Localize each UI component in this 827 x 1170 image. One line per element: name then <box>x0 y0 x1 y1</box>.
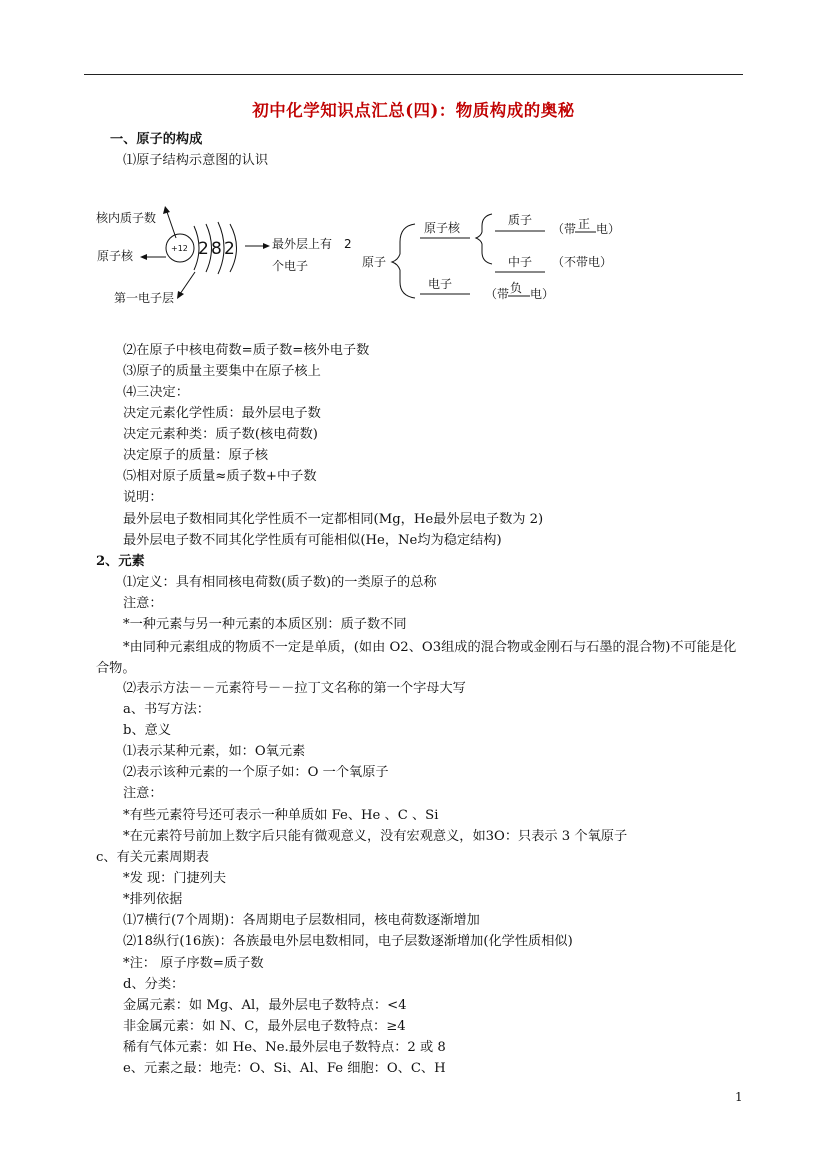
text-line: *注： 原子序数=质子数 <box>123 956 264 971</box>
proton-charge-post: 电） <box>596 222 621 236</box>
label-first-layer: 第一电子层 <box>114 291 175 305</box>
nucleus-charge-value: +12 <box>171 244 188 253</box>
text-line: 最外层电子数不同其化学性质有可能相似(He，Ne均为稳定结构) <box>123 533 502 548</box>
electron-charge-post: 电） <box>530 287 555 301</box>
text-line: ⑴定义：具有相同核电荷数(质子数)的一类原子的总称 <box>123 575 437 590</box>
heading-elements: 2、元素 <box>96 554 145 569</box>
text-line: a、书写方法： <box>123 702 210 717</box>
text-line: b、意义 <box>123 723 172 738</box>
outer-desc-2: 个电子 <box>272 259 309 273</box>
text-line: ⑴表示某种元素，如：O氧元素 <box>123 744 306 759</box>
text-line: e、元素之最：地壳：O、Si、Al、Fe 细胞：O、C、H <box>123 1061 446 1076</box>
text-paragraph: *由同种元素组成的物质不一定是单质，(如由 O2、O3组成的混合物或金刚石与石墨的混合物)不可能是化合物。 <box>96 640 737 676</box>
text-line: ⑵表示该种元素的一个原子如：O 一个氧原子 <box>123 765 389 780</box>
text-line: ⑵18纵行(16族)：各族最电外层电数相同，电子层数逐渐增加(化学性质相似) <box>123 934 573 949</box>
text-line: *在元素符号前加上数字后只能有微观意义，没有宏观意义，如3O：只表示 3 个氧原子 <box>123 829 628 844</box>
electron-charge-word: 负 <box>510 281 523 295</box>
electron-charge-pre: （带 <box>485 287 510 301</box>
text-line: *排列依据 <box>123 892 183 907</box>
text-line: 说明： <box>123 490 163 505</box>
shell-count-3: 2 <box>224 239 235 259</box>
document-title: 初中化学知识点汇总(四)：物质构成的奥秘 <box>252 101 575 120</box>
text-line: ⑷三决定： <box>123 385 189 400</box>
text-line: 注意： <box>123 596 163 611</box>
electron-label: 电子 <box>428 277 453 291</box>
proton-charge-pre: （带 <box>552 222 577 236</box>
header-rule <box>84 74 743 75</box>
proton-charge-word: 正 <box>578 217 591 231</box>
text-line: ⑸相对原子质量≈质子数+中子数 <box>123 469 317 484</box>
proton-label: 质子 <box>508 213 533 227</box>
atom-nucleus-label: 原子核 <box>424 221 461 235</box>
text-line: 金属元素：如 Mg、Al，最外层电子数特点：<4 <box>123 998 407 1013</box>
text-line: ⑴原子结构示意图的认识 <box>123 153 269 168</box>
text-line: d、分类： <box>123 977 185 992</box>
outer-desc-num: 2 <box>344 237 352 251</box>
label-nucleus: 原子核 <box>97 249 134 263</box>
text-line: c、有关元素周期表 <box>96 850 209 865</box>
text-line: *一种元素与另一种元素的本质区别：质子数不同 <box>123 617 407 632</box>
text-line: ⑶原子的质量主要集中在原子核上 <box>123 364 321 379</box>
text-line: *发 现：门捷列夫 <box>123 871 227 886</box>
heading-atom-structure: 一、原子的构成 <box>110 132 203 147</box>
text-line: 决定元素种类：质子数(核电荷数) <box>123 427 318 442</box>
shell-count-2: 8 <box>211 239 222 259</box>
text-line: 最外层电子数相同其化学性质不一定都相同(Mg，He最外层电子数为 2) <box>123 512 544 527</box>
text-line: 决定原子的质量：原子核 <box>123 448 269 463</box>
label-nucleus-charge: 核内质子数 <box>96 211 157 225</box>
neutron-charge: （不带电） <box>552 255 613 269</box>
atom-structure-diagram <box>0 190 827 320</box>
shell-count-1: 2 <box>198 239 209 259</box>
text-line: *有些元素符号还可表示一种单质如 Fe、He 、C 、Si <box>123 808 439 823</box>
text-line: 非金属元素：如 N、C，最外层电子数特点：≥4 <box>123 1019 406 1034</box>
outer-desc-1: 最外层上有 <box>272 237 333 251</box>
neutron-label: 中子 <box>508 255 533 269</box>
page-number: 1 <box>735 1090 743 1104</box>
atom-label: 原子 <box>362 255 387 269</box>
text-line: ⑵表示方法－－元素符号－－拉丁文名称的第一个字母大写 <box>123 681 466 696</box>
text-line: 决定元素化学性质：最外层电子数 <box>123 406 321 421</box>
text-line: 注意： <box>123 786 163 801</box>
text-line: ⑵在原子中核电荷数=质子数=核外电子数 <box>123 343 370 358</box>
text-line: 稀有气体元素：如 He、Ne.最外层电子数特点：2 或 8 <box>123 1040 446 1055</box>
text-line: ⑴7横行(7个周期)：各周期电子层数相同，核电荷数逐渐增加 <box>123 913 480 928</box>
